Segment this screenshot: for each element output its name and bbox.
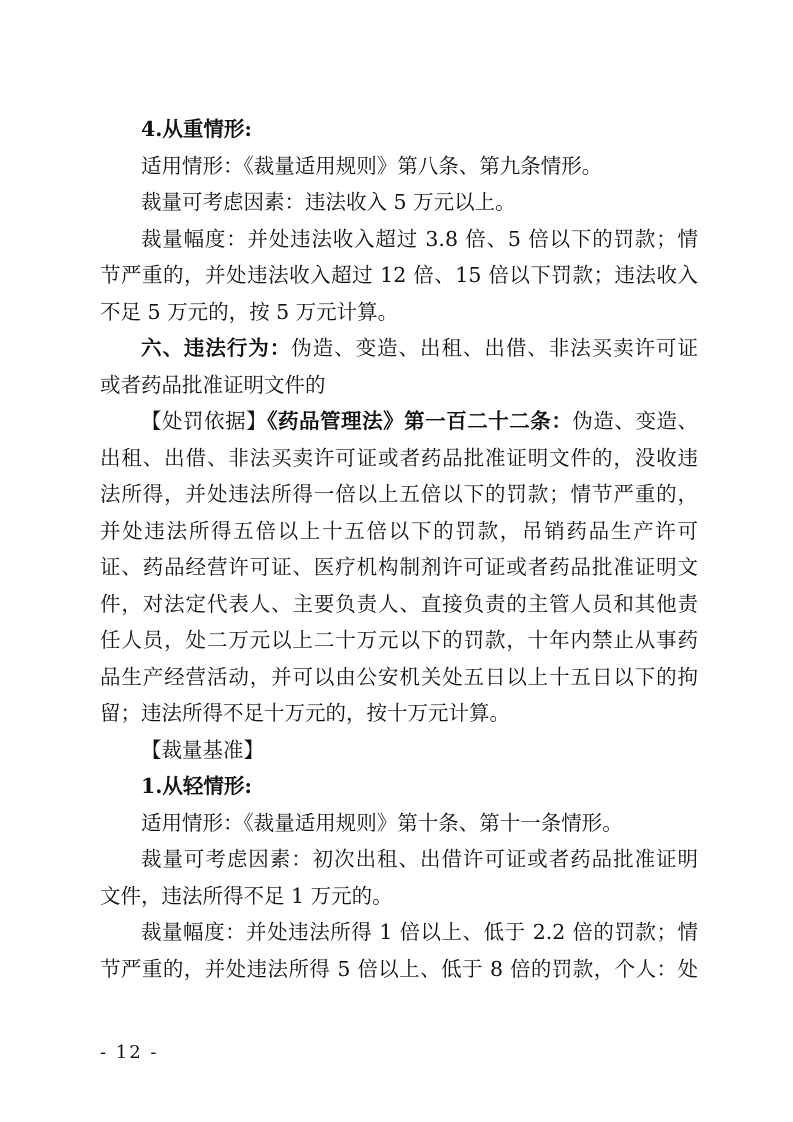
document-body [100,111,698,987]
text-line: 或者药品批准证明文件的 [100,372,326,397]
heading-aggravated-circumstances: 4.从重情形: [141,117,252,141]
section-heading-violation-six: 六、违法行为：伪造、变造、出租、出借、非法买卖许可证 [141,336,698,360]
text-line: 件，对法定代表人、主要负责人、直接负责的主管人员和其他责 [100,591,698,616]
text-line: 留；违法所得不足十万元的，按十万元计算。 [100,701,510,725]
text-line: 裁量幅度：并处违法所得 1 倍以上、低于 2.2 倍的罚款；情 [141,920,698,944]
section-label: 六、违法行为： [141,336,292,360]
text-line: 裁量可考虑因素：初次出租、出借许可证或者药品批准证明 [141,847,698,871]
discretion-standard-label: 【裁量基准】 [141,737,264,762]
text-line: 出租、出借、非法买卖许可证或者药品批准证明文件的，没收违 [100,445,698,470]
text-line: 法所得，并处违法所得一倍以上五倍以下的罚款；情节严重的， [100,482,698,506]
text-line: 适用情形：《裁量适用规则》第十条、第十一条情形。 [141,810,623,835]
text-line: 任人员，处二万元以上二十万元以下的罚款，十年内禁止从事药 [100,628,698,652]
page-number: - 12 - [100,1042,159,1063]
text-line: 文件，违法所得不足 1 万元的。 [100,883,393,908]
law-article-reference: 《药品管理法》第一百二十二条： [267,409,573,433]
text-line: 节严重的，并处违法收入超过 12 倍、15 倍以下罚款；违法收入 [100,263,698,287]
penalty-basis-line: 【处罚依据】《药品管理法》第一百二十二条：伪造、变造、 [141,409,698,433]
text-line: 节严重的，并处违法所得 5 倍以上、低于 8 倍的罚款，个人：处 [100,956,698,981]
text-line: 裁量可考虑因素：违法收入 5 万元以上。 [141,190,516,214]
text-line: 并处违法所得五倍以上十五倍以下的罚款，吊销药品生产许可 [100,518,698,543]
text-line: 适用情形：《裁量适用规则》第八条、第九条情形。 [141,153,603,178]
penalty-basis-label: 【处罚依据】 [141,409,268,433]
text-line: 裁量幅度：并处违法收入超过 3.8 倍、5 倍以下的罚款；情 [141,226,698,251]
text-line: 不足 5 万元的，按 5 万元计算。 [100,299,399,324]
text-line: 证、药品经营许可证、医疗机构制剂许可证或者药品批准证明文 [100,555,698,579]
heading-mitigated-circumstances: 1.从轻情形: [141,774,252,798]
text-line: 品生产经营活动，并可以由公安机关处五日以上十五日以下的拘 [100,664,698,689]
